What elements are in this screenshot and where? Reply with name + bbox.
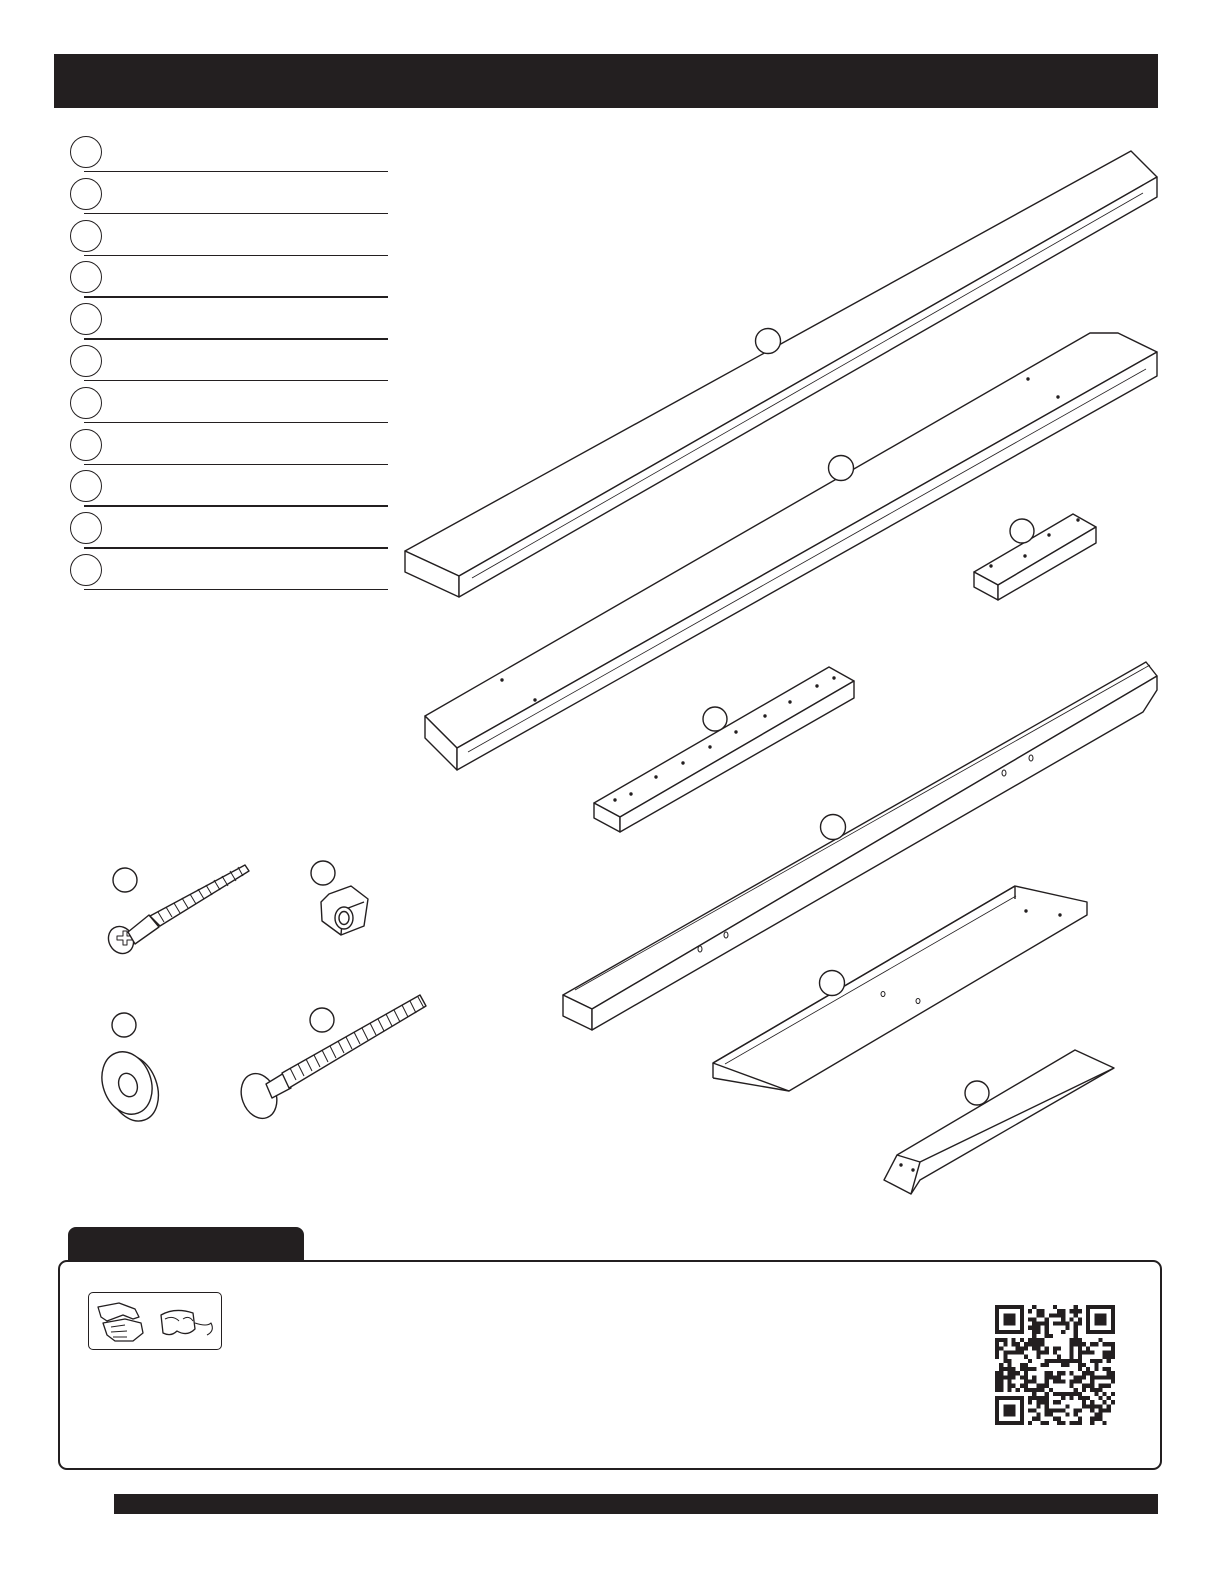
drilled-rail-icon	[594, 667, 854, 832]
safety-icons-panel	[88, 1292, 222, 1350]
carriage-bolt-icon	[235, 995, 426, 1123]
hex-nut-icon	[311, 861, 368, 935]
callout-circle	[756, 329, 781, 354]
short-block-icon	[974, 514, 1096, 600]
callout-circle	[703, 707, 727, 731]
callout-circle	[965, 1081, 989, 1105]
angled-block-icon	[884, 1050, 1114, 1194]
callout-circle	[1010, 519, 1034, 543]
flat-washer-icon	[94, 1013, 168, 1128]
lag-screw-icon	[104, 865, 249, 958]
callout-circle	[821, 815, 846, 840]
callout-circle	[829, 456, 854, 481]
warning-tab	[68, 1227, 304, 1263]
qr-code-icon	[995, 1305, 1115, 1425]
gloves-icon	[98, 1303, 143, 1341]
callout-circle	[820, 971, 845, 996]
safety-goggles-icon	[161, 1310, 212, 1335]
footer-bar	[114, 1494, 1158, 1514]
drilled-beam-icon	[563, 662, 1157, 1030]
